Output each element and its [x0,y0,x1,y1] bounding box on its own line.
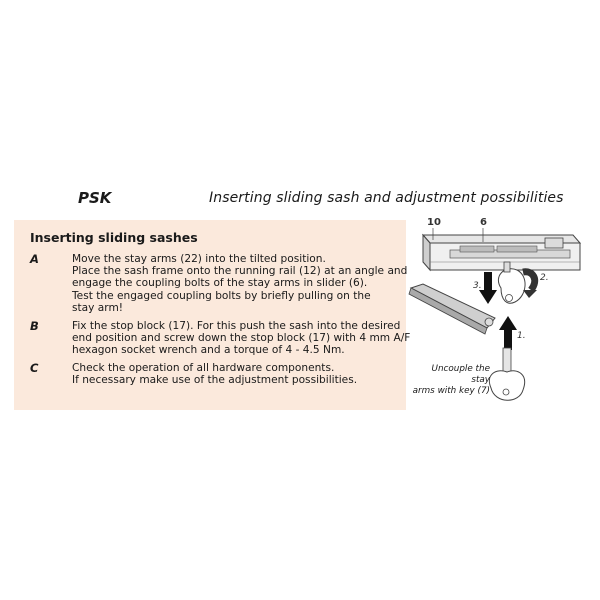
label-part-a: 10 [427,217,441,228]
caption-line-2: arms with key (7) [412,386,490,396]
instructions-panel [14,220,411,410]
step-a-line-3: engage the coupling bolts of the stay arms in slider (6). [72,277,368,290]
panel-title: Inserting sliding sashes [30,230,198,245]
caption-line-1: Uncouple the stay [431,364,490,385]
coupling-key-lower [489,348,524,400]
label-step-1: 1. [517,331,526,341]
label-step-2: 2. [540,273,549,283]
step-a-line-5: stay arm! [72,301,124,314]
step-b-line-2: end position and screw down the stop block (17) with 4 mm A/F [72,332,411,345]
header-code: PSK [78,189,112,207]
header-title: Inserting sliding sash and adjustment possibilities [209,190,564,206]
step-b-line-1: Fix the stop block (17). For this push the sash into the desired [72,320,401,332]
step-b-letter: B [30,319,39,333]
step-a-letter: A [30,252,39,266]
hardware-diagram [405,210,595,440]
step-c-line-2: If necessary make use of the adjustment possibilities. [72,374,358,387]
step-a-line-2: Place the sash frame onto the running rail (12) at an angle and [72,265,408,278]
diagram-caption [412,364,490,397]
step-c-letter: C [30,361,39,375]
arrow-down-icon [479,272,497,304]
step-b-line-3: hexagon socket wrench and a torque of 4 - 4.5 Nm. [72,344,345,357]
step-b [30,319,411,357]
arrow-up-icon [499,316,517,350]
label-part-b: 6 [480,217,487,228]
rail-assembly [423,235,580,270]
step-a [30,252,408,314]
step-c [30,362,402,386]
step-c-line-1: Check the operation of all hardware components. [72,362,335,374]
step-a-line-1: Move the stay arms (22) into the tilted position. [72,253,326,265]
step-a-line-4: Test the engaged coupling bolts by briefly pulling on the [72,289,371,302]
label-step-3: 3. [473,281,482,291]
